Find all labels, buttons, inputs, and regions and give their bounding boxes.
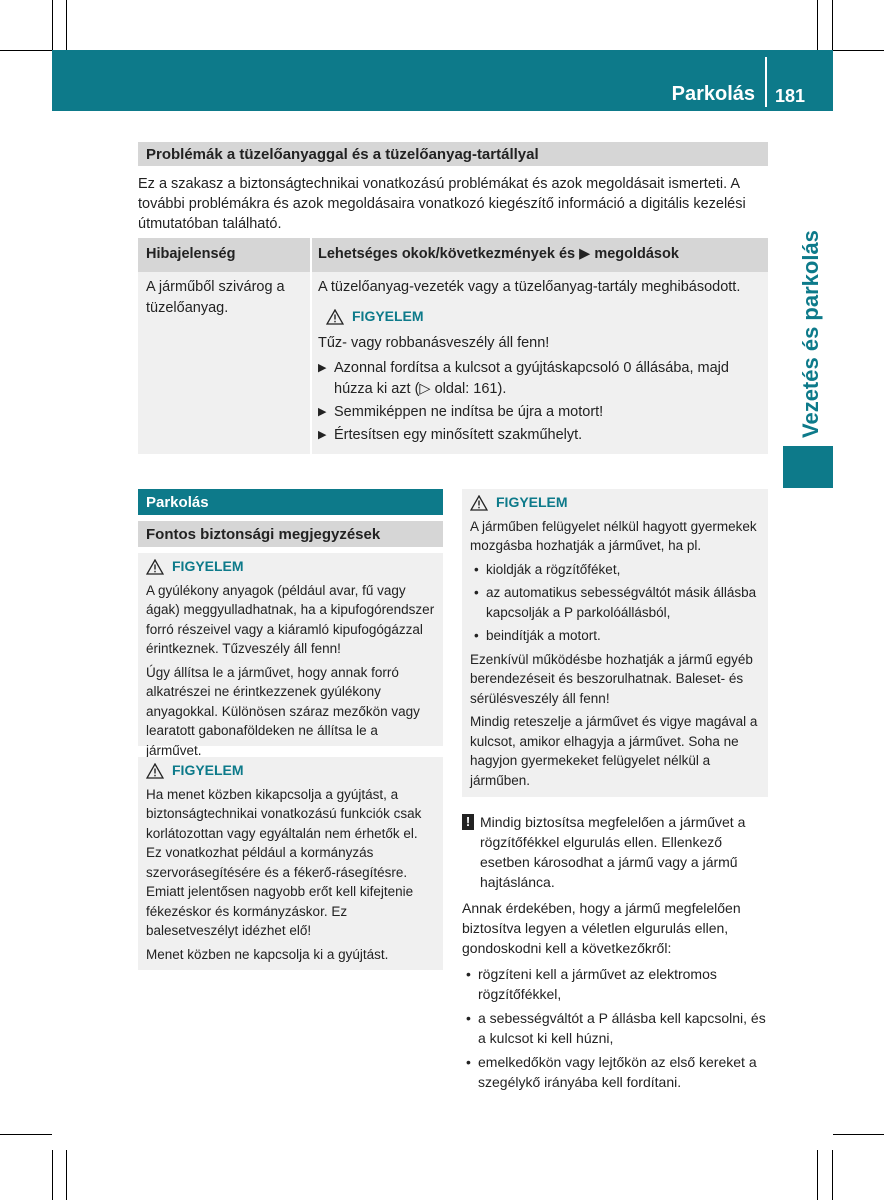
crop-mark — [52, 1150, 53, 1200]
warning-triangle-icon — [146, 763, 164, 779]
warning-label: FIGYELEM — [172, 558, 244, 574]
crop-mark — [832, 0, 833, 50]
list-item-text: az automatikus sebességváltót másik állásba kapcsolják a P parkolóállásból, — [486, 585, 757, 620]
warning-label: FIGYELEM — [352, 308, 424, 324]
table-header-causes: Lehetséges okok/következmények és ▶ megoldások — [318, 246, 679, 262]
warning-heading — [326, 306, 763, 327]
step-text: Azonnal fordítsa a kulcsot a gyújtáskapcsoló 0 állásába, majd húzza ki azt (▷ oldal: 161). — [334, 360, 729, 397]
list-item — [470, 626, 760, 646]
warning-triangle-icon — [326, 309, 344, 325]
step-item — [318, 358, 763, 400]
list-item-text: beindítják a motort. — [486, 628, 601, 643]
note-paragraph — [462, 812, 770, 892]
table-header-symptom: Hibajelenség — [146, 246, 236, 262]
list-item-text: emelkedőkön vagy lejtőkön az első kereket a szegélykő irányába kell fordítani. — [478, 1054, 757, 1090]
cause-text: A tüzelőanyag-vezeték vagy a tüzelőanyag-tartály meghibásodott. — [318, 279, 741, 295]
warning-paragraph: A gyúlékony anyagok (például avar, fű vagy ágak) meggyulladhatnak, ha a kipufogórendszer forró részeivel vagy a kiáramló kipufogógázzal érintkeznek. Tűzveszély áll fenn! — [146, 582, 435, 656]
list-item — [462, 1052, 770, 1092]
warning-paragraph: A járműben felügyelet nélkül hagyott gyermekek mozgásba hozhatják a járművet, ha pl. — [470, 518, 757, 553]
table-header-row — [138, 238, 768, 272]
step-item — [318, 425, 763, 446]
crop-mark — [833, 50, 884, 51]
table-row — [138, 272, 768, 454]
table-cell-causes — [318, 277, 763, 446]
crop-mark — [0, 1134, 52, 1135]
warning-box — [462, 489, 768, 797]
crop-mark — [52, 0, 53, 50]
list-item-text: rögzíteni kell a járművet az elektromos rögzítőfékkel, — [478, 966, 717, 1002]
crop-mark — [817, 0, 818, 50]
list-item-text: a sebességváltót a P állásba kell kapcsolni, és a kulcsot ki kell húzni, — [478, 1010, 766, 1046]
page-number: 181 — [775, 86, 806, 106]
list-item — [470, 560, 760, 580]
body-paragraph: Annak érdekében, hogy a jármű megfelelően biztosítva legyen a véletlen elgurulás ellen, gondoskodni kell a következőkről: — [462, 900, 741, 956]
crop-mark — [66, 1150, 67, 1200]
arrow-icon: ▶ — [318, 406, 327, 418]
warning-box — [138, 757, 443, 970]
crop-mark — [833, 1134, 884, 1135]
section-heading-fuel: Problémák a tüzelőanyaggal és a tüzelőanyag-tartállyal — [138, 142, 768, 166]
note-text: Mindig biztosítsa megfelelően a járművet a rögzítőfékkel elgurulás ellen. Ellenkező esetben károsodhat a jármű vagy a jármű hajtáslánca. — [480, 814, 746, 890]
arrow-icon: ▶ — [318, 429, 327, 441]
warning-paragraph: Menet közben ne kapcsolja ki a gyújtást. — [146, 946, 389, 962]
bullet-icon: • — [474, 561, 479, 577]
warning-paragraph: Ezenkívül működésbe hozhatják a jármű egyéb berendezéseit és beszorulhatnak. Baleset- és sérülésveszély áll fenn! — [470, 651, 753, 706]
list-item — [462, 964, 770, 1004]
warning-paragraph: Ha menet közben kikapcsolja a gyújtást, a biztonságtechnikai vonatkozású funkciók csak korlátozottan vagy egyáltalán nem érhetők el. Ez vonatkozhat például a kormányzás szervorásegítésére és a fékerő-rásegítésre. Emiatt jelentősen nagyobb erőt kell kifejtenie fékezéskor és kormányzáskor. Ez balesetveszélyt idézhet elő! — [146, 786, 422, 938]
warning-heading — [146, 557, 435, 577]
side-tab-marker — [783, 446, 833, 488]
table-column-divider — [310, 238, 312, 454]
warning-paragraph: Úgy állítsa le a járművet, hogy annak forró alkatrészei ne érintkezzenek gyúlékony anyagokkal. Különösen száraz mezőkön vagy learatott gabonaföldeken ne állítsa le a járművet. — [146, 664, 420, 758]
step-text: Semmiképpen ne indítsa be újra a motort! — [334, 404, 604, 420]
list-item-text: kioldják a rögzítőféket, — [486, 561, 621, 577]
section-title-parking: Parkolás — [138, 489, 443, 515]
header-section-title: Parkolás — [671, 83, 755, 105]
list-item — [462, 1008, 770, 1048]
crop-mark — [832, 1150, 833, 1200]
step-item — [318, 402, 763, 423]
arrow-icon: ▶ — [318, 362, 327, 374]
bullet-icon: • — [466, 1054, 471, 1070]
table-cell-symptom: A járműből szivárog a tüzelőanyag. — [146, 279, 285, 316]
warning-text: Tűz- vagy robbanásveszély áll fenn! — [318, 335, 550, 351]
crop-mark — [0, 50, 52, 51]
header-separator — [765, 57, 767, 107]
warning-heading — [146, 761, 435, 781]
bullet-icon: • — [474, 585, 479, 600]
bullet-icon: • — [466, 1010, 471, 1026]
note-block — [462, 812, 770, 892]
warning-triangle-icon — [470, 495, 488, 511]
crop-mark — [66, 0, 67, 50]
warning-label: FIGYELEM — [496, 494, 568, 510]
crop-mark — [817, 1150, 818, 1200]
warning-paragraph: Mindig reteszelje a járművet és vigye magával a kulcsot, amikor elhagyja a járművet. Soha ne hagyjon gyermekeket felügyelet nélkül a járműben. — [470, 714, 758, 788]
bullet-icon: • — [474, 628, 479, 643]
exclamation-icon: ! — [462, 814, 474, 830]
bullet-icon: • — [466, 966, 471, 982]
fuel-intro-text: Ez a szakasz a biztonságtechnikai vonatkozású problémákat és azok megoldásait ismerteti. A további problémákra és azok megoldásaira vonatkozó kiegészítő információ a digitális kezelési útmutatóban található. — [138, 176, 746, 232]
warning-label: FIGYELEM — [172, 762, 244, 778]
subheading-safety: Fontos biztonsági megjegyzések — [138, 521, 443, 547]
warning-heading — [470, 493, 760, 513]
step-text: Értesítsen egy minősített szakműhelyt. — [334, 427, 583, 443]
warning-triangle-icon — [146, 559, 164, 575]
warning-box — [138, 553, 443, 758]
list-item — [470, 583, 760, 622]
side-tab-label: Vezetés és parkolás — [798, 230, 823, 438]
body-block — [462, 898, 770, 1096]
